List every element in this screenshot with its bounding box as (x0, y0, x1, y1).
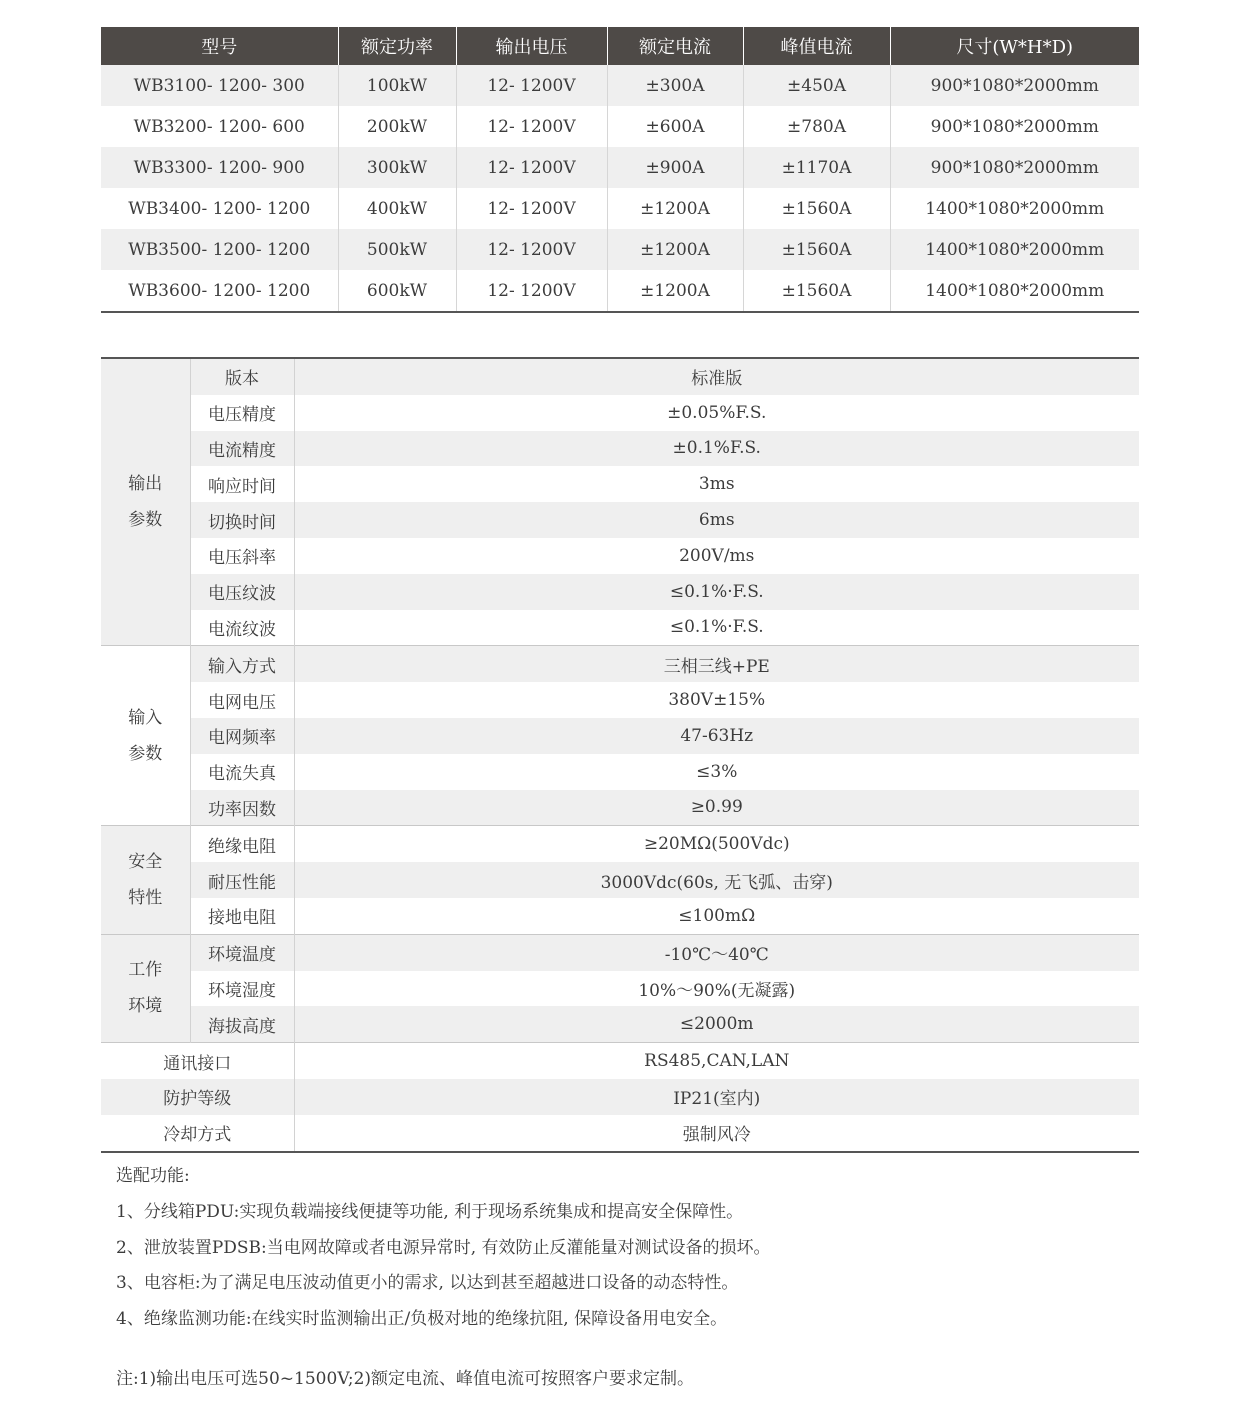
spec-row (101, 1079, 1139, 1115)
models-table-body (101, 65, 1139, 312)
optional-feature-item: 1、分线箱PDU:实现负载端接线便捷等功能, 利于现场系统集成和提高安全保障性。 (116, 1201, 744, 1222)
spec-name: 电压纹波 (190, 574, 294, 610)
model-cell: 500kW (338, 229, 456, 270)
model-cell: 300kW (338, 147, 456, 188)
spec-name: 绝缘电阻 (190, 826, 294, 862)
model-row (101, 65, 1139, 106)
footnote: 注:1)输出电压可选50~1500V;2)额定电流、峰值电流可按照客户要求定制。 (116, 1368, 695, 1389)
models-table-header (101, 27, 1139, 65)
spec-value: 47-63Hz (294, 718, 1139, 754)
spec-name: 电压精度 (190, 395, 294, 431)
spec-name: 环境湿度 (190, 971, 294, 1007)
model-cell: 100kW (338, 65, 456, 106)
spec-value: ≤100mΩ (678, 905, 756, 926)
spec-group-label (101, 826, 190, 934)
model-cell: ±1560A (743, 188, 890, 229)
spec-row (101, 971, 1139, 1007)
spec-row (101, 466, 1139, 502)
spec-value: 强制风冷 (682, 1125, 751, 1146)
spec-value: 380V±15% (668, 690, 766, 711)
spec-name: 环境温度 (190, 934, 294, 970)
model-cell: WB3500- 1200- 1200 (101, 229, 338, 270)
spec-row (101, 790, 1139, 826)
spec-value: ±0.1%F.S. (294, 431, 1139, 467)
spec-value: ±0.05%F.S. (667, 402, 767, 423)
spec-row (101, 826, 1139, 862)
spec-name: 冷却方式 (101, 1115, 294, 1152)
model-cell: WB3400- 1200- 1200 (128, 198, 311, 219)
spec-name: 耐压性能 (190, 862, 294, 898)
spec-group-label (101, 934, 190, 1042)
model-row (101, 270, 1139, 312)
spec-value: 三相三线+PE (294, 646, 1139, 682)
model-cell: 12- 1200V (456, 147, 607, 188)
spec-group-label-line: 环境 (128, 996, 163, 1017)
optional-feature-item: 4、绝缘监测功能:在线实时监测输出正/负极对地的绝缘抗阻, 保障设备用电安全。 (116, 1309, 728, 1330)
spec-value: RS485,CAN,LAN (294, 1043, 1139, 1079)
model-cell: ±300A (607, 65, 743, 106)
spec-name: 切换时间 (190, 502, 294, 538)
spec-row (101, 934, 1139, 970)
specs-table-body (101, 358, 1139, 1152)
column-header: 峰值电流 (743, 27, 890, 65)
model-cell: ±780A (743, 106, 890, 147)
spec-group-label (101, 646, 190, 826)
spec-name: 电流失真 (190, 754, 294, 790)
spec-group-label-line: 输出 (128, 474, 163, 495)
spec-value: 标准版 (294, 358, 1139, 395)
spec-row (101, 718, 1139, 754)
spec-value: ≤0.1%·F.S. (669, 617, 764, 638)
model-cell: 1400*1080*2000mm (890, 229, 1139, 270)
model-cell: WB3600- 1200- 1200 (101, 270, 338, 312)
model-cell: 600kW (338, 270, 456, 312)
optional-features (116, 1160, 771, 1399)
spec-name: 版本 (190, 358, 294, 395)
model-cell: ±450A (743, 65, 890, 106)
model-cell: ±1200A (607, 270, 743, 312)
spec-row (101, 1115, 1139, 1152)
model-cell: ±1170A (743, 147, 890, 188)
spec-group-label-line: 参数 (128, 510, 163, 531)
spec-value: -10℃～40℃ (294, 934, 1139, 970)
spec-name: 接地电阻 (190, 898, 294, 934)
spec-row (101, 395, 1139, 431)
spec-name: 电流精度 (190, 431, 294, 467)
optional-feature-item: 3、电容柜:为了满足电压波动值更小的需求, 以达到甚至超越进口设备的动态特性。 (116, 1273, 739, 1294)
model-cell: 400kW (338, 188, 456, 229)
model-row (101, 229, 1139, 270)
header-row (101, 27, 1139, 65)
spec-row (101, 862, 1139, 898)
spec-row (101, 754, 1139, 790)
spec-name: 响应时间 (190, 466, 294, 502)
spec-value: ≥20MΩ(500Vdc) (294, 826, 1139, 862)
model-cell: 12- 1200V (456, 229, 607, 270)
model-cell: ±1560A (743, 229, 890, 270)
spec-row (101, 610, 1139, 646)
optional-features-title: 选配功能: (116, 1166, 190, 1186)
spec-row (101, 1006, 1139, 1042)
spec-name: 通讯接口 (101, 1043, 294, 1079)
spec-value: 3000Vdc(60s, 无飞弧、击穿) (294, 862, 1139, 898)
model-cell: ±1200A (607, 188, 743, 229)
spec-row (101, 502, 1139, 538)
column-header: 输出电压 (456, 27, 607, 65)
model-row (101, 188, 1139, 229)
spec-row (101, 431, 1139, 467)
spec-row (101, 538, 1139, 574)
spec-name: 电网电压 (190, 682, 294, 718)
spec-name: 电流纹波 (190, 610, 294, 646)
spec-value: ≤2000m (294, 1006, 1139, 1042)
model-cell: 900*1080*2000mm (890, 106, 1139, 147)
spec-row (101, 646, 1139, 682)
model-cell: 12- 1200V (456, 188, 607, 229)
spec-row (101, 574, 1139, 610)
model-row (101, 147, 1139, 188)
spec-value: 6ms (294, 502, 1139, 538)
model-cell: 12- 1200V (456, 106, 607, 147)
spec-name: 海拔高度 (190, 1006, 294, 1042)
spec-row (101, 898, 1139, 934)
spec-group-label-line: 工作 (128, 960, 163, 981)
specs-table (101, 357, 1139, 1153)
model-cell: ±1200A (607, 229, 743, 270)
model-cell: 900*1080*2000mm (890, 147, 1139, 188)
spec-name: 电压斜率 (190, 538, 294, 574)
model-row (101, 106, 1139, 147)
models-table (101, 27, 1139, 313)
spec-group-label-line: 特性 (128, 888, 163, 909)
model-cell: ±600A (607, 106, 743, 147)
spec-row (101, 358, 1139, 395)
spec-value: 10%～90%(无凝露) (638, 980, 796, 1001)
spec-value: 3ms (698, 474, 735, 495)
model-cell: ±900A (607, 147, 743, 188)
model-cell: 900*1080*2000mm (890, 65, 1139, 106)
spec-name: 防护等级 (101, 1079, 294, 1115)
column-header: 额定电流 (607, 27, 743, 65)
model-cell: 12- 1200V (456, 65, 607, 106)
column-header: 额定功率 (338, 27, 456, 65)
spec-name: 输入方式 (190, 646, 294, 682)
spec-row (101, 682, 1139, 718)
spec-group-label (101, 358, 190, 646)
spec-group-label-line: 参数 (128, 743, 163, 764)
model-cell: WB3200- 1200- 600 (133, 116, 305, 137)
model-cell: ±1560A (743, 270, 890, 312)
model-cell: WB3300- 1200- 900 (101, 147, 338, 188)
column-header: 型号 (101, 27, 338, 65)
spec-group-label-line: 安全 (128, 852, 163, 873)
spec-name: 功率因数 (190, 790, 294, 826)
spec-row (101, 1043, 1139, 1079)
spec-name: 电网频率 (190, 718, 294, 754)
model-cell: WB3100- 1200- 300 (101, 65, 338, 106)
spec-value: 200V/ms (679, 545, 755, 566)
spec-value: ≤3% (696, 761, 738, 782)
model-cell: 200kW (338, 106, 456, 147)
spec-value: IP21(室内) (294, 1079, 1139, 1115)
model-cell: 1400*1080*2000mm (890, 270, 1139, 312)
spec-group-label-line: 输入 (128, 707, 163, 728)
spec-value: ≥0.99 (294, 790, 1139, 826)
spec-value: ≤0.1%·F.S. (294, 574, 1139, 610)
column-header: 尺寸(W*H*D) (890, 27, 1139, 65)
model-cell: 1400*1080*2000mm (890, 188, 1139, 229)
model-cell: 12- 1200V (456, 270, 607, 312)
optional-feature-item: 2、泄放装置PDSB:当电网故障或者电源异常时, 有效防止反灌能量对测试设备的损坏。 (116, 1237, 771, 1258)
spec-sheet (101, 27, 1139, 1153)
